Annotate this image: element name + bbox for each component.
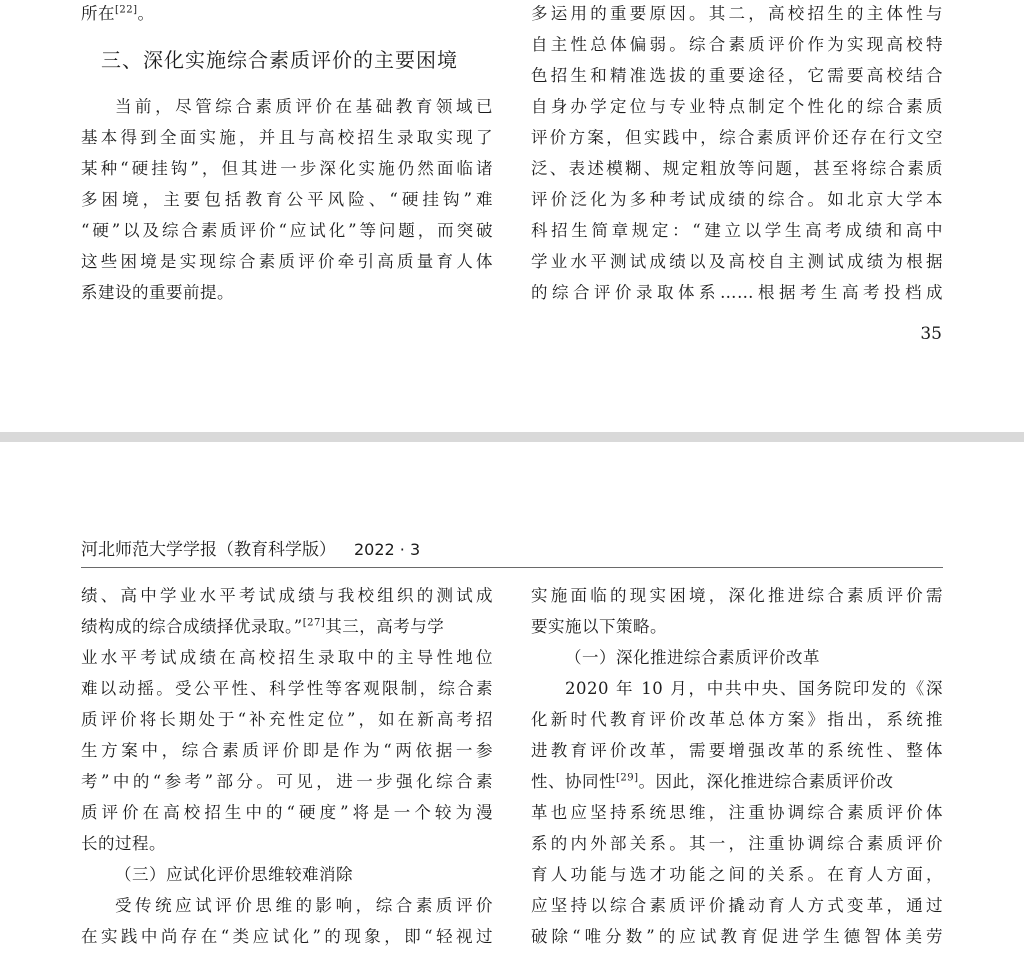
- text-line: 这些困境是实现综合素质评价牵引高质量育人体: [81, 252, 493, 271]
- text-line: 长的过程。: [81, 834, 166, 853]
- section-title: 三、深化实施综合素质评价的主要困境: [101, 48, 458, 72]
- bottom-right-paragraph-2: [531, 797, 943, 952]
- subheading: （一）深化推进综合素质评价改革: [565, 648, 820, 667]
- text-line: 业水平考试成绩在高校招生录取中的主导性地位: [81, 648, 493, 667]
- bottom-page: [0, 442, 1024, 958]
- page-separator: [0, 432, 1024, 442]
- citation-ref: [29]: [616, 772, 639, 784]
- top-page: [0, 0, 1024, 432]
- top-left-first-line: 所在[22]。: [81, 4, 155, 23]
- text-line-with-citation: 绩构成的综合成绩择优录取。”[27]其三，高考与学: [81, 617, 445, 636]
- issue-label: 2022 · 3: [354, 540, 421, 559]
- text-line: 进教育评价改革，需要增强改革的系统性、整体: [531, 741, 943, 760]
- header-rule: [81, 567, 943, 568]
- text-line: 生方案中，综合素质评价即是作为“两依据一参: [81, 741, 493, 760]
- bottom-right-intro: [531, 580, 943, 642]
- text-line: 当前，尽管综合素质评价在基础教育领域已: [115, 97, 493, 116]
- text-line: 实施面临的现实困境，深化推进综合素质评价需: [531, 586, 943, 605]
- text-line: 的综合评价录取体系……根据考生高考投档成: [531, 283, 943, 302]
- text-line: 要实施以下策略。: [531, 617, 667, 636]
- text-line: 自身办学定位与专业特点制定个性化的综合素质: [531, 97, 943, 116]
- subheading: （三）应试化评价思维较难消除: [115, 865, 353, 884]
- text-line: 某种“硬挂钩”，但其进一步深化实施仍然面临诸: [81, 159, 493, 178]
- running-head: [81, 536, 420, 564]
- text-line: 学业水平测试成绩以及高校自主测试成绩为根据: [531, 252, 943, 271]
- citation-ref: [22]: [115, 4, 138, 16]
- text-line: 考”中的“参考”部分。可见，进一步强化综合素: [81, 772, 493, 791]
- bottom-right-column: [531, 580, 943, 952]
- text-line: 化新时代教育评价改革总体方案》指出，系统推: [531, 710, 943, 729]
- journal-title: 河北师范大学学报（教育科学版）: [81, 540, 336, 560]
- text-line: 泛、表述模糊、规定粗放等问题，甚至将综合素质: [531, 159, 943, 178]
- text-line: 自主性总体偏弱。综合素质评价作为实现高校特: [531, 35, 943, 54]
- text-line: “硬”以及综合素质评价“应试化”等问题，而突破: [81, 221, 493, 240]
- text-line: 质评价将长期处于“补充性定位”，如在新高考招: [81, 710, 493, 729]
- text-line: 系的内外部关系。其一，注重协调综合素质评价: [531, 834, 943, 853]
- text-line: 绩、高中学业水平考试成绩与我校组织的测试成: [81, 586, 493, 605]
- bottom-left-paragraph: [81, 642, 493, 859]
- text-line: 评价方案，但实践中，综合素质评价还存在行文空: [531, 128, 943, 147]
- bottom-right-paragraph: [531, 673, 943, 766]
- text-line: 科招生简章规定：“建立以学生高考成绩和高中: [531, 221, 943, 240]
- text-line: 2020 年 10 月，中共中央、国务院印发的《深: [565, 679, 943, 698]
- text-line: 评价泛化为多种考试成绩的综合。如北京大学本: [531, 190, 943, 209]
- text-line-with-citation: 性、协同性[29]。因此，深化推进综合素质评价改: [531, 772, 894, 791]
- text-line: 受传统应试评价思维的影响，综合素质评价: [115, 896, 493, 915]
- bottom-left-column: [81, 580, 493, 952]
- text-line: 在实践中尚存在“类应试化”的现象，即“轻视过: [81, 927, 493, 946]
- text-line: 育人功能与选才功能之间的关系。在育人方面，: [531, 865, 943, 884]
- text-line: 革也应坚持系统思维，注重协调综合素质评价体: [531, 803, 943, 822]
- page-number: 35: [920, 324, 942, 344]
- text-line: 难以动摇。受公平性、科学性等客观限制，综合素: [81, 679, 493, 698]
- text-line: 多困境，主要包括教育公平风险、“硬挂钩”难: [81, 190, 493, 209]
- text-line: 应坚持以综合素质评价撬动育人方式变革，通过: [531, 896, 943, 915]
- top-left-paragraph: [81, 91, 493, 308]
- text-line: 基本得到全面实施，并且与高校招生录取实现了: [81, 128, 493, 147]
- text-line: 质评价在高校招生中的“硬度”将是一个较为漫: [81, 803, 493, 822]
- top-right-column: [531, 0, 943, 308]
- bottom-left-paragraph-2: [81, 890, 493, 952]
- text-line: 多运用的重要原因。其二，高校招生的主体性与: [531, 4, 943, 23]
- text-line: 系建设的重要前提。: [81, 283, 234, 302]
- text-line: 破除“唯分数”的应试教育促进学生德智体美劳: [531, 927, 943, 946]
- citation-ref: [27]: [302, 617, 326, 629]
- top-left-column: [81, 0, 493, 308]
- text-line: 色招生和精准选拔的重要途径，它需要高校结合: [531, 66, 943, 85]
